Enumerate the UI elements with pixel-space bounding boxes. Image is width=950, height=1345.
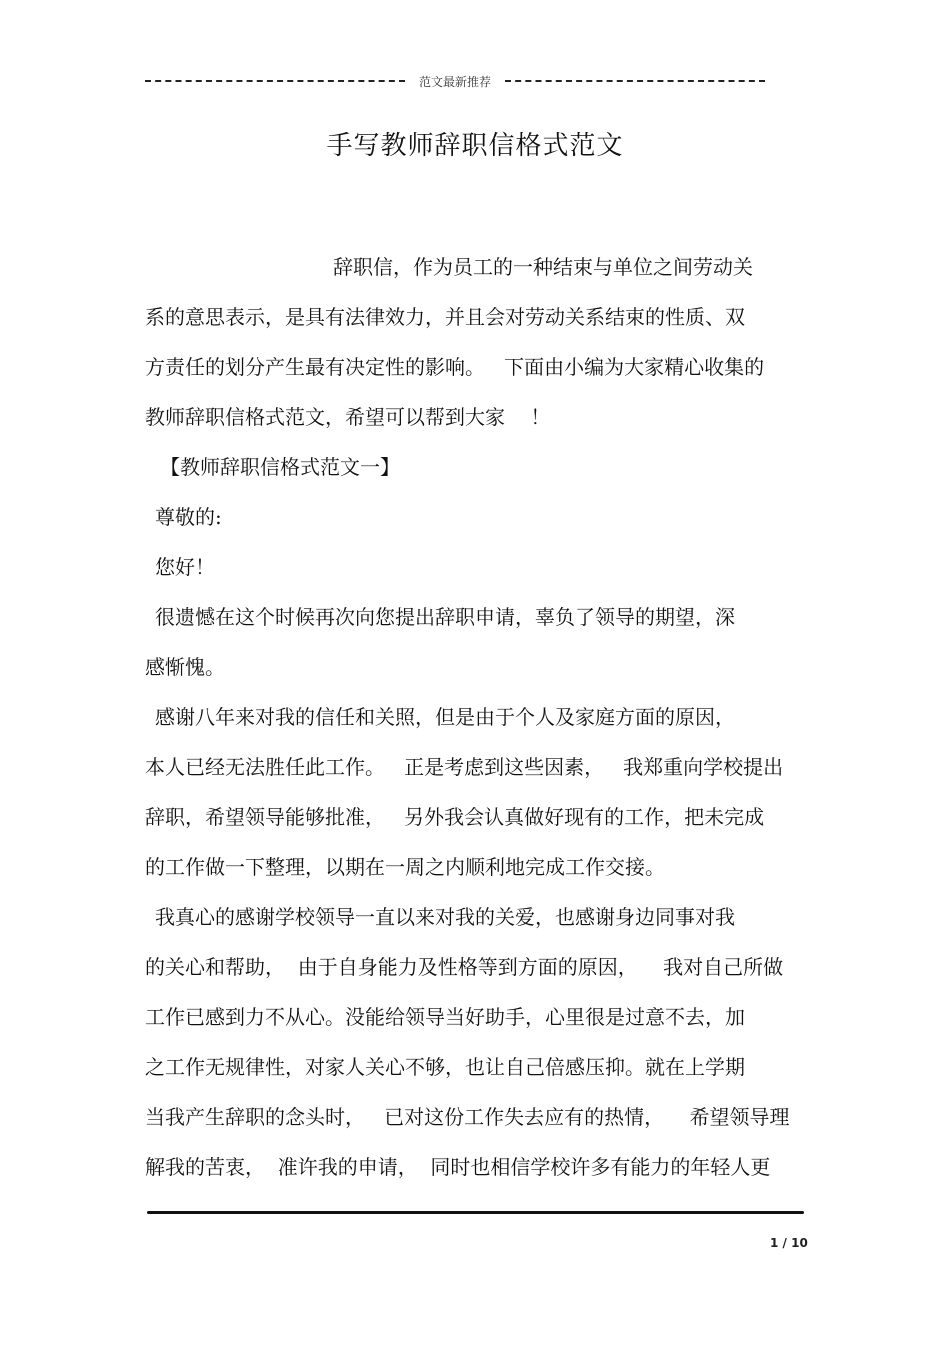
body-line: 的工作做一下整理，以期在一周之内顺利地完成工作交接。 xyxy=(145,855,665,879)
body-line: 很遗憾在这个时候再次向您提出辞职申请，辜负了领导的期望，深 xyxy=(155,605,735,629)
footer-rule xyxy=(147,1211,804,1214)
body-line: 教师辞职信格式范文，希望可以帮到大家 ！ xyxy=(145,405,551,429)
body-line: 我真心的感谢学校领导一直以来对我的关爱，也感谢身边同事对我 xyxy=(155,905,735,929)
body-line: 方责任的划分产生最有决定性的影响。 下面由小编为大家精心收集的 xyxy=(145,355,765,379)
greeting: 您好！ xyxy=(155,555,215,579)
page-header xyxy=(145,71,765,91)
body-line: 本人已经无法胜任此工作。 正是考虑到这些因素， 我郑重向学校提出 xyxy=(145,755,784,779)
header-label: 范文最新推荐 xyxy=(419,74,492,89)
header-dash-right xyxy=(505,80,765,82)
body-line: 当我产生辞职的念头时， 已对这份工作失去应有的热情， 希望领导理 xyxy=(145,1105,790,1129)
body-line: 系的意思表示，是具有法律效力，并且会对劳动关系结束的性质、双 xyxy=(145,305,745,329)
page-number: 1 / 10 xyxy=(770,1236,808,1250)
body-line: 之工作无规律性，对家人关心不够，也让自己倍感压抑。就在上学期 xyxy=(145,1055,745,1079)
body-line: 辞职信，作为员工的一种结束与单位之间劳动关 xyxy=(333,255,753,279)
document-title: 手写教师辞职信格式范文 xyxy=(326,131,624,161)
body-line: 感惭愧。 xyxy=(145,655,225,679)
salutation: 尊敬的: xyxy=(155,505,222,529)
body-line: 辞职，希望领导能够批准， 另外我会认真做好现有的工作，把未完成 xyxy=(145,805,765,829)
body-line: 解我的苦衷， 准许我的申请， 同时也相信学校许多有能力的年轻人更 xyxy=(145,1155,771,1179)
header-dash-left xyxy=(145,80,405,82)
body-line: 工作已感到力不从心。没能给领导当好助手，心里很是过意不去，加 xyxy=(145,1005,745,1029)
section-heading: 【教师辞职信格式范文一】 xyxy=(160,455,400,479)
body-line: 感谢八年来对我的信任和关照，但是由于个人及家庭方面的原因， xyxy=(155,705,735,729)
body-line: 的关心和帮助， 由于自身能力及性格等到方面的原因， 我对自己所做 xyxy=(145,955,784,979)
